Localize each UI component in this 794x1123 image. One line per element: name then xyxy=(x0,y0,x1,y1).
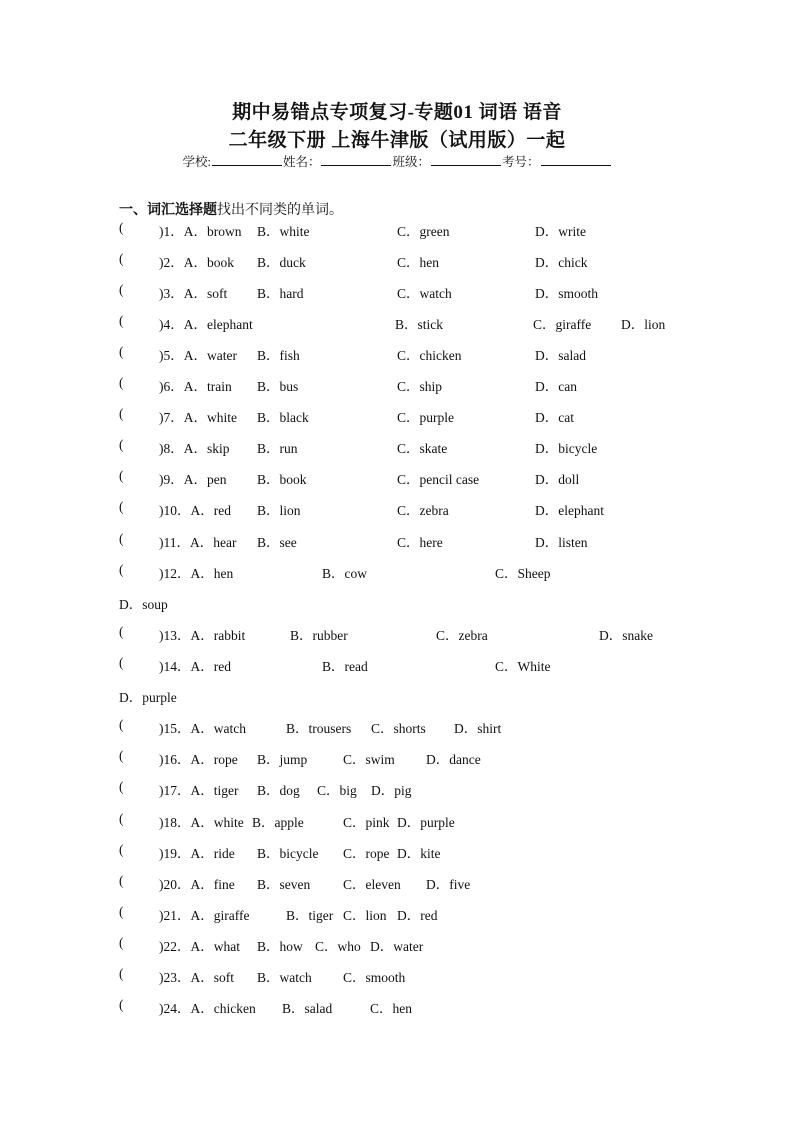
question-row xyxy=(119,499,719,519)
question-number-option-a: )4．A．elephant xyxy=(159,317,253,332)
option-b: B．how xyxy=(257,939,303,954)
option-b: B．salad xyxy=(282,1001,333,1016)
answer-paren-open[interactable]: ( xyxy=(119,531,124,546)
option-b: B．bicycle xyxy=(257,846,319,861)
option-d: D．purple xyxy=(397,815,455,830)
option-d: D．dance xyxy=(426,752,481,767)
option-b: B．seven xyxy=(257,877,311,892)
question-number-option-a: )6．A．train xyxy=(159,379,232,394)
question-row xyxy=(119,531,719,551)
option-c: C．giraffe xyxy=(533,317,592,332)
option-c: C．White xyxy=(495,659,551,674)
question-number-option-a: )2．A．book xyxy=(159,255,234,270)
option-c: C．watch xyxy=(397,286,452,301)
option-b: B．watch xyxy=(257,970,312,985)
option-c: C．swim xyxy=(343,752,395,767)
section-instruction: 找出不同类的单词。 xyxy=(217,203,343,218)
question-number-option-a: )12．A．hen xyxy=(159,566,234,581)
answer-paren-open[interactable]: ( xyxy=(119,375,124,390)
question-row xyxy=(119,282,719,302)
option-b: B．read xyxy=(322,659,368,674)
answer-paren-open[interactable]: ( xyxy=(119,220,124,235)
option-d: D．lion xyxy=(621,317,666,332)
option-c: C．ship xyxy=(397,379,443,394)
option-c: C．purple xyxy=(397,410,454,425)
option-c: C．shorts xyxy=(371,721,426,736)
option-d: D．smooth xyxy=(535,286,599,301)
answer-paren-open[interactable]: ( xyxy=(119,344,124,359)
question-number-option-a: )17．A．tiger xyxy=(159,783,239,798)
option-d: D．purple xyxy=(119,690,177,705)
answer-paren-open[interactable]: ( xyxy=(119,406,124,421)
question-number-option-a: )5．A．water xyxy=(159,348,237,363)
option-b: B．bus xyxy=(257,379,299,394)
answer-paren-open[interactable]: ( xyxy=(119,251,124,266)
answer-paren-open[interactable]: ( xyxy=(119,873,124,888)
class-label: 班级： xyxy=(392,155,430,169)
option-b: B．rubber xyxy=(290,628,348,643)
question-row xyxy=(119,779,719,799)
student-info-line xyxy=(0,152,794,170)
option-c: C．skate xyxy=(397,441,448,456)
answer-paren-open[interactable]: ( xyxy=(119,904,124,919)
option-d: D．elephant xyxy=(535,503,604,518)
answer-paren-open[interactable]: ( xyxy=(119,499,124,514)
class-blank[interactable] xyxy=(431,153,501,166)
question-number-option-a: )1．A．brown xyxy=(159,224,242,239)
option-c: C．hen xyxy=(370,1001,412,1016)
option-b: B．tiger xyxy=(286,908,334,923)
option-b: B．book xyxy=(257,472,307,487)
option-b: B．stick xyxy=(395,317,444,332)
option-d: D．red xyxy=(397,908,438,923)
question-number-option-a: )24．A．chicken xyxy=(159,1001,256,1016)
answer-paren-open[interactable]: ( xyxy=(119,842,124,857)
question-row xyxy=(119,966,719,986)
question-row xyxy=(119,842,719,862)
question-row xyxy=(119,997,719,1017)
question-row xyxy=(119,748,719,768)
name-blank[interactable] xyxy=(321,153,391,166)
question-row xyxy=(119,406,719,426)
option-d: D．shirt xyxy=(454,721,502,736)
question-number-option-a: )22．A．what xyxy=(159,939,240,954)
answer-paren-open[interactable]: ( xyxy=(119,282,124,297)
option-d: D．five xyxy=(426,877,471,892)
option-d: D．can xyxy=(535,379,577,394)
question-number-option-a: )18．A．white xyxy=(159,815,244,830)
option-d: D．kite xyxy=(397,846,441,861)
question-number-option-a: )15．A．watch xyxy=(159,721,246,736)
option-b: B．fish xyxy=(257,348,300,363)
option-b: B．trousers xyxy=(286,721,352,736)
option-c: C．zebra xyxy=(436,628,488,643)
option-c: C．pencil case xyxy=(397,472,480,487)
answer-paren-open[interactable]: ( xyxy=(119,779,124,794)
option-b: B．apple xyxy=(252,815,304,830)
answer-paren-open[interactable]: ( xyxy=(119,717,124,732)
option-d: D．doll xyxy=(535,472,580,487)
question-row xyxy=(119,313,719,333)
option-d: D．pig xyxy=(371,783,412,798)
question-row xyxy=(119,624,719,644)
option-c: C．here xyxy=(397,535,443,550)
question-row xyxy=(119,935,719,955)
name-label: 姓名： xyxy=(282,155,321,169)
question-number-option-a: )13．A．rabbit xyxy=(159,628,246,643)
answer-paren-open[interactable]: ( xyxy=(119,935,124,950)
option-b: B．jump xyxy=(257,752,308,767)
question-number-option-a: )23．A．soft xyxy=(159,970,234,985)
option-d: D．cat xyxy=(535,410,574,425)
question-number-option-a: )11．A．hear xyxy=(159,535,237,550)
option-c: C．chicken xyxy=(397,348,462,363)
page-title: 期中易错点专项复习-专题01 词语 语音 xyxy=(232,102,562,123)
section-title: 一、词汇选择题 xyxy=(119,203,217,218)
question-number-option-a: )8．A．skip xyxy=(159,441,230,456)
question-row xyxy=(119,375,719,395)
option-c: C．pink xyxy=(343,815,390,830)
option-b: B．see xyxy=(257,535,297,550)
question-row xyxy=(119,655,719,675)
question-number-option-a: )20．A．fine xyxy=(159,877,235,892)
option-b: B．dog xyxy=(257,783,300,798)
answer-paren-open[interactable]: ( xyxy=(119,313,124,328)
question-number-option-a: )7．A．white xyxy=(159,410,237,425)
exam-no-blank[interactable] xyxy=(541,153,611,166)
answer-paren-open[interactable]: ( xyxy=(119,748,124,763)
option-d: D．salad xyxy=(535,348,586,363)
question-row xyxy=(119,562,719,582)
answer-paren-open[interactable]: ( xyxy=(119,811,124,826)
option-c: C．smooth xyxy=(343,970,406,985)
question-number-option-a: )21．A．giraffe xyxy=(159,908,250,923)
school-label: 学校: xyxy=(182,155,211,169)
question-number-option-a: )3．A．soft xyxy=(159,286,228,301)
option-d: D．listen xyxy=(535,535,588,550)
question-row xyxy=(119,468,719,488)
option-c: C．hen xyxy=(397,255,439,270)
section-heading xyxy=(119,199,343,219)
question-row xyxy=(119,437,719,457)
option-b: B．run xyxy=(257,441,298,456)
school-blank[interactable] xyxy=(212,153,282,166)
page-subtitle: 二年级下册 上海牛津版（试用版）一起 xyxy=(228,130,566,151)
option-b: B．white xyxy=(257,224,310,239)
question-row xyxy=(119,220,719,240)
question-row xyxy=(119,251,719,271)
option-d: D．bicycle xyxy=(535,441,598,456)
option-d: D．soup xyxy=(119,597,168,612)
option-c: C．zebra xyxy=(397,503,449,518)
option-c: C．big xyxy=(317,783,357,798)
answer-paren-open[interactable]: ( xyxy=(119,966,124,981)
answer-paren-open[interactable]: ( xyxy=(119,624,124,639)
answer-paren-open[interactable]: ( xyxy=(119,468,124,483)
option-d: D．write xyxy=(535,224,586,239)
question-number-option-a: )16．A．rope xyxy=(159,752,238,767)
answer-paren-open[interactable]: ( xyxy=(119,997,124,1012)
option-c: C．rope xyxy=(343,846,390,861)
question-number-option-a: )14．A．red xyxy=(159,659,231,674)
answer-paren-open[interactable]: ( xyxy=(119,562,124,577)
option-b: B．cow xyxy=(322,566,367,581)
option-c: C．who xyxy=(315,939,361,954)
option-b: B．black xyxy=(257,410,309,425)
question-row xyxy=(119,344,719,364)
option-c: C．eleven xyxy=(343,877,401,892)
question-number-option-a: )10．A．red xyxy=(159,503,231,518)
option-c: C．lion xyxy=(343,908,387,923)
option-b: B．duck xyxy=(257,255,306,270)
option-d: D．chick xyxy=(535,255,588,270)
option-d: D．water xyxy=(370,939,424,954)
option-d: D．snake xyxy=(599,628,653,643)
option-c: C．green xyxy=(397,224,450,239)
option-c: C．Sheep xyxy=(495,566,551,581)
question-number-option-a: )19．A．ride xyxy=(159,846,235,861)
question-row xyxy=(119,904,719,924)
question-row xyxy=(119,873,719,893)
answer-paren-open[interactable]: ( xyxy=(119,437,124,452)
option-b: B．hard xyxy=(257,286,304,301)
option-b: B．lion xyxy=(257,503,301,518)
exam-no-label: 考号： xyxy=(502,155,540,169)
answer-paren-open[interactable]: ( xyxy=(119,655,124,670)
question-number-option-a: )9．A．pen xyxy=(159,472,227,487)
question-row xyxy=(119,811,719,831)
question-row xyxy=(119,717,719,737)
